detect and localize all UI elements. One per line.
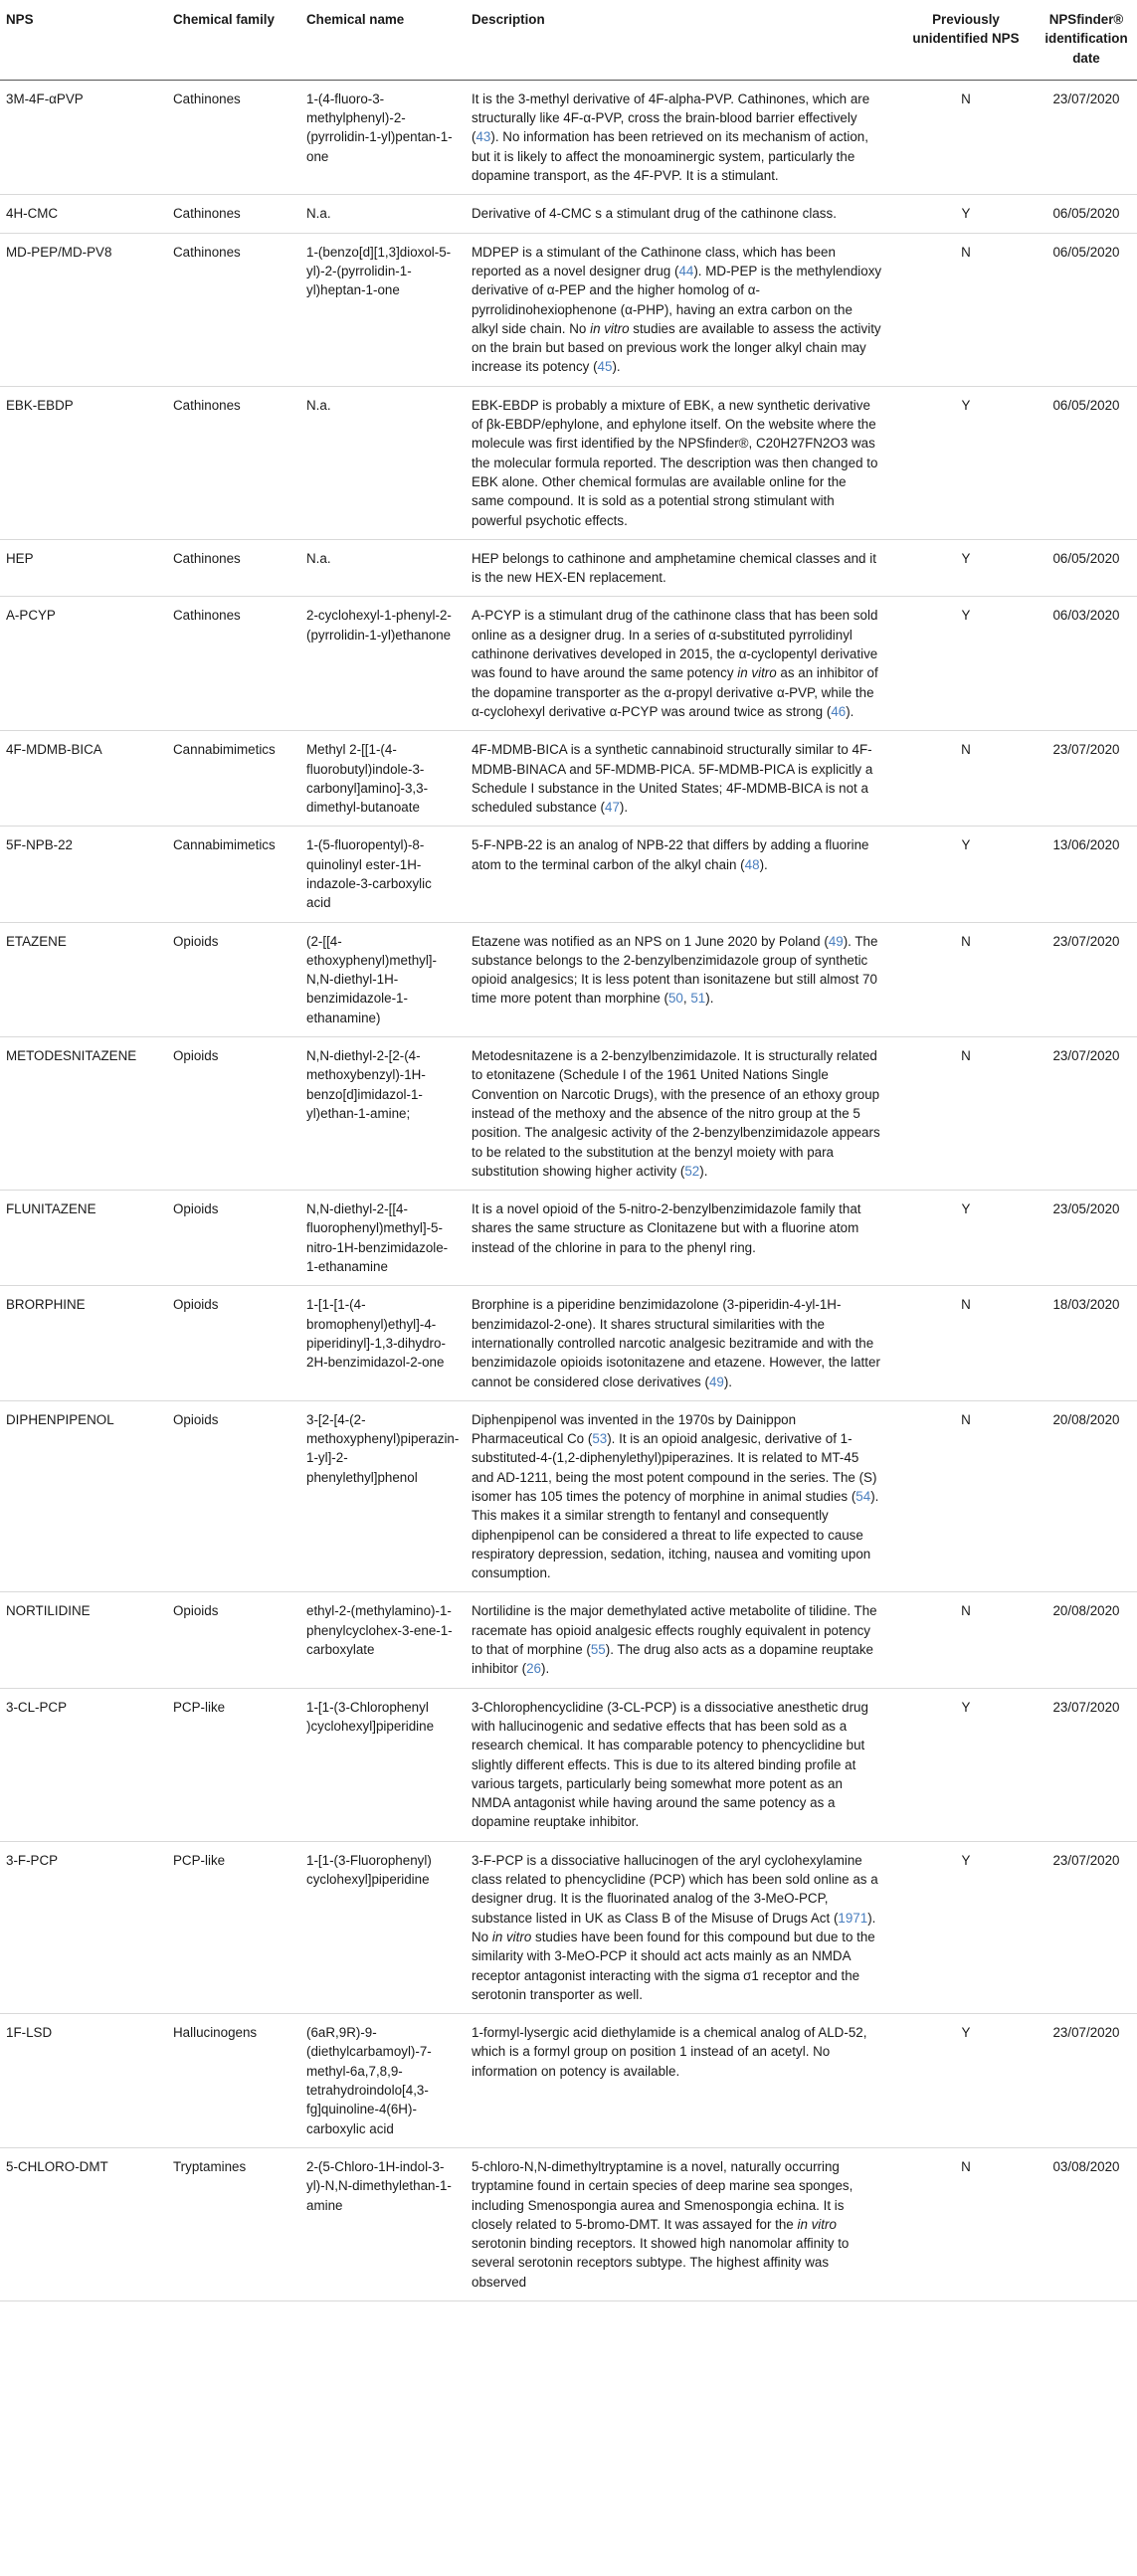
cell-description: It is a novel opioid of the 5-nitro-2-benzylbenzimidazole family that shares the same structure as Clonitazene but with a fluorine atom instead of the chlorine in para to the phenyl ring.: [466, 1191, 896, 1286]
table-row: [0, 2014, 1137, 2148]
cell-nps: A-PCYP: [0, 597, 167, 731]
cell-chemical-name: 3-[2-[4-(2-methoxyphenyl)piperazin-1-yl]-2-phenylethyl]phenol: [300, 1400, 466, 1592]
cell-identification-date: 20/08/2020: [1038, 1592, 1137, 1688]
citation-link[interactable]: 53: [592, 1431, 608, 1447]
cell-previously-unidentified: Y: [896, 1841, 1038, 2013]
cell-previously-unidentified: Y: [896, 2014, 1038, 2148]
cell-chemical-name: 1-[1-(3-Fluorophenyl) cyclohexyl]piperidine: [300, 1841, 466, 2013]
cell-nps: BRORPHINE: [0, 1286, 167, 1400]
cell-previously-unidentified: Y: [896, 1688, 1038, 1841]
cell-nps: MD-PEP/MD-PV8: [0, 233, 167, 386]
cell-chemical-name: Methyl 2-[[1-(4-fluorobutyl)indole-3-carbonyl]amino]-3,3-dimethyl-butanoate: [300, 731, 466, 827]
cell-chemical-family: Opioids: [167, 1191, 300, 1286]
cell-nps: EBK-EBDP: [0, 386, 167, 539]
table-row: [0, 1841, 1137, 2013]
cell-previously-unidentified: N: [896, 731, 1038, 827]
cell-identification-date: 06/05/2020: [1038, 233, 1137, 386]
cell-chemical-family: Cannabimimetics: [167, 827, 300, 922]
cell-nps: 4F-MDMB-BICA: [0, 731, 167, 827]
table-row: [0, 233, 1137, 386]
cell-previously-unidentified: N: [896, 1400, 1038, 1592]
cell-identification-date: 06/05/2020: [1038, 539, 1137, 597]
table-row: [0, 386, 1137, 539]
cell-description: A-PCYP is a stimulant drug of the cathinone class that has been sold online as a designer drug. In a series of α-substituted pyrrolidinyl cathinone derivatives developed in 2015, the α-cyclopentyl derivative was found to have around the same potency in vitro as an inhibitor of the dopamine transporter as the α-propyl derivative α-PVP, while the α-cyclohexyl derivative α-PCYP was around twice as strong (46).: [466, 597, 896, 731]
cell-identification-date: 18/03/2020: [1038, 1286, 1137, 1400]
header-chemical-name: Chemical name: [300, 0, 466, 80]
cell-identification-date: 23/05/2020: [1038, 1191, 1137, 1286]
table-row: [0, 195, 1137, 233]
table-row: [0, 1592, 1137, 1688]
cell-previously-unidentified: Y: [896, 1191, 1038, 1286]
cell-chemical-family: Opioids: [167, 922, 300, 1036]
citation-link[interactable]: 51: [690, 991, 706, 1007]
cell-chemical-family: Cathinones: [167, 597, 300, 731]
citation-link[interactable]: 50: [667, 991, 683, 1007]
table-row: [0, 1037, 1137, 1191]
cell-identification-date: 13/06/2020: [1038, 827, 1137, 922]
cell-previously-unidentified: Y: [896, 597, 1038, 731]
cell-nps: HEP: [0, 539, 167, 597]
cell-chemical-name: 1-[1-[1-(4-bromophenyl)ethyl]-4-piperidinyl]-1,3-dihydro-2H-benzimidazol-2-one: [300, 1286, 466, 1400]
citation-link[interactable]: 49: [708, 1374, 724, 1389]
cell-chemical-family: Opioids: [167, 1037, 300, 1191]
table-row: [0, 922, 1137, 1036]
cell-identification-date: 06/05/2020: [1038, 195, 1137, 233]
cell-chemical-name: N.a.: [300, 386, 466, 539]
cell-chemical-family: Cathinones: [167, 80, 300, 194]
cell-chemical-family: Opioids: [167, 1400, 300, 1592]
cell-identification-date: 20/08/2020: [1038, 1400, 1137, 1592]
citation-link[interactable]: 1971: [838, 1910, 868, 1926]
table-row: [0, 731, 1137, 827]
cell-description: EBK-EBDP is probably a mixture of EBK, a new synthetic derivative of βk-EBDP/ephylone, and ephylone itself. On the website where the molecule was first identified by the NPSfinder®, C20H27FN2O3 was the molecular formula reported. The description was then changed to EBK alone. Other chemical formulas are available online for the same compound. It is sold as a potential strong stimulant with powerful psychotic effects.: [466, 386, 896, 539]
cell-chemical-name: 1-(5-fluoropentyl)-8-quinolinyl ester-1H-indazole-3-carboxylic acid: [300, 827, 466, 922]
cell-previously-unidentified: N: [896, 233, 1038, 386]
cell-identification-date: 23/07/2020: [1038, 1841, 1137, 2013]
cell-nps: NORTILIDINE: [0, 1592, 167, 1688]
cell-previously-unidentified: N: [896, 1286, 1038, 1400]
table-row: [0, 1286, 1137, 1400]
cell-chemical-family: Opioids: [167, 1592, 300, 1688]
cell-chemical-name: 2-(5-Chloro-1H-indol-3-yl)-N,N-dimethylethan-1-amine: [300, 2147, 466, 2300]
cell-chemical-name: N,N-diethyl-2-[2-(4-methoxybenzyl)-1H-benzo[d]imidazol-1-yl)ethan-1-amine;: [300, 1037, 466, 1191]
cell-description: Metodesnitazene is a 2-benzylbenzimidazole. It is structurally related to etonitazene (Schedule I of the 1961 United Nations Single Convention on Narcotic Drugs), with the presence of an ethoxy group instead of the methoxy and the absence of the nitro group at the 5 position. The analgesic activity of the 2-benzylbenzimidazole appears to be related to the substitution at the benzyl moiety with para substitution showing higher activity (52).: [466, 1037, 896, 1191]
table-row: [0, 80, 1137, 194]
cell-description: Diphenpipenol was invented in the 1970s by Dainippon Pharmaceutical Co (53). It is an opioid analgesic, derivative of 1-substituted-4-(1,2-diphenylethyl)piperazines. It is related to MT-45 and AD-1211, being the most potent compound in the series. The (S) isomer has 105 times the potency of morphine in animal studies (54). This makes it a similar strength to fentanyl and consequently diphenpipenol can be considered a threat to life expected to cause respiratory depression, sedation, itching, nausea and vomiting upon consumption.: [466, 1400, 896, 1592]
cell-description: MDPEP is a stimulant of the Cathinone class, which has been reported as a novel designer drug (44). MD-PEP is the methylendioxy derivative of α-PEP and the higher homolog of α-pyrrolidinohexiophenone (α-PHP), having an extra carbon on the alkyl side chain. No in vitro studies are available to assess the activity on the brain but based on previous work the longer alkyl chain may increase its potency (45).: [466, 233, 896, 386]
cell-chemical-name: 1-(4-fluoro-3-methylphenyl)-2-(pyrrolidin-1-yl)pentan-1-one: [300, 80, 466, 194]
cell-nps: 3-CL-PCP: [0, 1688, 167, 1841]
header-nps: NPS: [0, 0, 167, 80]
cell-chemical-name: 1-[1-(3-Chlorophenyl )cyclohexyl]piperidine: [300, 1688, 466, 1841]
cell-chemical-name: (2-[[4-ethoxyphenyl)methyl]-N,N-diethyl-1H-benzimidazole-1-ethanamine): [300, 922, 466, 1036]
cell-identification-date: 03/08/2020: [1038, 2147, 1137, 2300]
cell-identification-date: 06/03/2020: [1038, 597, 1137, 731]
cell-nps: 4H-CMC: [0, 195, 167, 233]
cell-identification-date: 06/05/2020: [1038, 386, 1137, 539]
cell-description: It is the 3-methyl derivative of 4F-alpha-PVP. Cathinones, which are structurally like 4F-α-PVP, cross the brain-blood barrier effectively (43). No information has been retrieved on its mechanism of action, but it is likely to affect the monoaminergic system, particularly the dopamine transport, as the 4F-PVP. It is a stimulant.: [466, 80, 896, 194]
cell-previously-unidentified: Y: [896, 539, 1038, 597]
cell-chemical-name: N,N-diethyl-2-[[4-fluorophenyl)methyl]-5-nitro-1H-benzimidazole-1-ethanamine: [300, 1191, 466, 1286]
header-chemical-family: Chemical family: [167, 0, 300, 80]
table-row: [0, 597, 1137, 731]
citation-link[interactable]: 52: [684, 1163, 700, 1179]
citation-link[interactable]: 44: [678, 263, 694, 278]
citation-link[interactable]: 26: [526, 1661, 541, 1677]
cell-description: 3-Chlorophencyclidine (3-CL-PCP) is a dissociative anesthetic drug with hallucinogenic and sedative effects that has been sold as a research chemical. It has comparable potency to phencyclidine but slightly different effects. This is due to its altered binding profile at various targets, particularly being somewhat more potent as an NMDA antagonist while having around the same potency as a dopamine reuptake inhibitor.: [466, 1688, 896, 1841]
cell-chemical-name: N.a.: [300, 539, 466, 597]
cell-nps: ETAZENE: [0, 922, 167, 1036]
cell-previously-unidentified: N: [896, 1592, 1038, 1688]
cell-nps: METODESNITAZENE: [0, 1037, 167, 1191]
cell-identification-date: 23/07/2020: [1038, 731, 1137, 827]
cell-description: 5-chloro-N,N-dimethyltryptamine is a novel, naturally occurring tryptamine found in certain species of deep marine sea sponges, including Smenospongia aurea and Smenospongia echina. It is closely related to 5-bromo-DMT. It was assayed for the in vitro serotonin binding receptors. It showed high nanomolar affinity to several serotonin receptors subtype. The highest affinity was observed: [466, 2147, 896, 2300]
cell-chemical-name: 2-cyclohexyl-1-phenyl-2-(pyrrolidin-1-yl)ethanone: [300, 597, 466, 731]
header-row: [0, 0, 1137, 80]
cell-description: 1-formyl-lysergic acid diethylamide is a chemical analog of ALD-52, which is a formyl group on position 1 instead of an acetyl. No information on potency is available.: [466, 2014, 896, 2148]
table-row: [0, 539, 1137, 597]
cell-chemical-family: Opioids: [167, 1286, 300, 1400]
cell-description: 4F-MDMB-BICA is a synthetic cannabinoid structurally similar to 4F-MDMB-BINACA and 5F-MDMB-PICA. 5F-MDMB-PICA is explicitly a Schedule I substance in the United States; 4F-MDMB-BICA is not a scheduled substance (47).: [466, 731, 896, 827]
header-description: Description: [466, 0, 896, 80]
cell-description: 5-F-NPB-22 is an analog of NPB-22 that differs by adding a fluorine atom to the terminal carbon of the alkyl chain (48).: [466, 827, 896, 922]
cell-previously-unidentified: N: [896, 2147, 1038, 2300]
cell-chemical-family: Hallucinogens: [167, 2014, 300, 2148]
cell-description: Derivative of 4-CMC s a stimulant drug of the cathinone class.: [466, 195, 896, 233]
citation-link[interactable]: 48: [744, 856, 760, 872]
cell-identification-date: 23/07/2020: [1038, 922, 1137, 1036]
cell-identification-date: 23/07/2020: [1038, 2014, 1137, 2148]
cell-chemical-family: Cannabimimetics: [167, 731, 300, 827]
cell-chemical-family: Tryptamines: [167, 2147, 300, 2300]
cell-nps: DIPHENPIPENOL: [0, 1400, 167, 1592]
cell-chemical-family: PCP-like: [167, 1841, 300, 2013]
cell-identification-date: 23/07/2020: [1038, 1688, 1137, 1841]
cell-chemical-family: Cathinones: [167, 386, 300, 539]
table-body: [0, 80, 1137, 2300]
citation-link[interactable]: 49: [828, 933, 844, 949]
cell-chemical-family: Cathinones: [167, 539, 300, 597]
cell-previously-unidentified: N: [896, 80, 1038, 194]
citation-link[interactable]: 55: [590, 1642, 606, 1658]
citation-link[interactable]: 43: [475, 129, 491, 145]
cell-nps: FLUNITAZENE: [0, 1191, 167, 1286]
cell-chemical-family: Cathinones: [167, 233, 300, 386]
cell-nps: 3-F-PCP: [0, 1841, 167, 2013]
cell-previously-unidentified: Y: [896, 195, 1038, 233]
table-row: [0, 1191, 1137, 1286]
cell-chemical-name: (6aR,9R)-9-(diethylcarbamoyl)-7-methyl-6a,7,8,9-tetrahydroindolo[4,3-fg]quinoline-4(6H)-carboxylic acid: [300, 2014, 466, 2148]
citation-link[interactable]: 45: [597, 359, 613, 375]
header-identification-date: NPSfinder® identification date: [1038, 0, 1137, 80]
table-row: [0, 1688, 1137, 1841]
cell-nps: 5F-NPB-22: [0, 827, 167, 922]
cell-chemical-name: ethyl-2-(methylamino)-1-phenylcyclohex-3-ene-1-carboxylate: [300, 1592, 466, 1688]
cell-description: 3-F-PCP is a dissociative hallucinogen of the aryl cyclohexylamine class related to phencyclidine (PCP) which has been sold online as a designer drug. It is the fluorinated analog of the 3-MeO-PCP, substance listed in UK as Class B of the Misuse of Drugs Act (1971). No in vitro studies have been found for this compound but due to the similarity with 3-MeO-PCP it should act acts mainly as an NMDA receptor antagonist interacting with the sigma σ1 receptor and the serotonin transporter as well.: [466, 1841, 896, 2013]
cell-description: HEP belongs to cathinone and amphetamine chemical classes and it is the new HEX-EN replacement.: [466, 539, 896, 597]
cell-identification-date: 23/07/2020: [1038, 80, 1137, 194]
cell-identification-date: 23/07/2020: [1038, 1037, 1137, 1191]
cell-nps: 5-CHLORO-DMT: [0, 2147, 167, 2300]
cell-description: Etazene was notified as an NPS on 1 June 2020 by Poland (49). The substance belongs to the 2-benzylbenzimidazole group of synthetic opioid analgesics; It is less potent than isonitazene but still almost 70 time more potent than morphine (50, 51).: [466, 922, 896, 1036]
cell-chemical-family: PCP-like: [167, 1688, 300, 1841]
cell-description: Nortilidine is the major demethylated active metabolite of tilidine. The racemate has opioid analgesic effects roughly equivalent in potency to that of morphine (55). The drug also acts as a dopamine reuptake inhibitor (26).: [466, 1592, 896, 1688]
cell-nps: 3M-4F-αPVP: [0, 80, 167, 194]
cell-previously-unidentified: N: [896, 922, 1038, 1036]
table-row: [0, 827, 1137, 922]
cell-previously-unidentified: N: [896, 1037, 1038, 1191]
table-header: [0, 0, 1137, 80]
cell-chemical-name: 1-(benzo[d][1,3]dioxol-5-yl)-2-(pyrrolidin-1-yl)heptan-1-one: [300, 233, 466, 386]
cell-chemical-family: Cathinones: [167, 195, 300, 233]
citation-link[interactable]: 46: [831, 703, 847, 719]
header-previously-unidentified: Previously unidentified NPS: [896, 0, 1038, 80]
cell-previously-unidentified: Y: [896, 386, 1038, 539]
citation-link[interactable]: 54: [855, 1489, 871, 1504]
table-row: [0, 2147, 1137, 2300]
cell-chemical-name: N.a.: [300, 195, 466, 233]
citation-link[interactable]: 47: [605, 800, 620, 816]
cell-previously-unidentified: Y: [896, 827, 1038, 922]
cell-nps: 1F-LSD: [0, 2014, 167, 2148]
table-row: [0, 1400, 1137, 1592]
cell-description: Brorphine is a piperidine benzimidazolone (3-piperidin-4-yl-1H-benzimidazol-2-one). It shares structural similarities with the internationally controlled narcotic analgesic bezitramide and with the benzimidazole opioids isotonitazene and etazene. However, the latter cannot be considered close derivatives (49).: [466, 1286, 896, 1400]
